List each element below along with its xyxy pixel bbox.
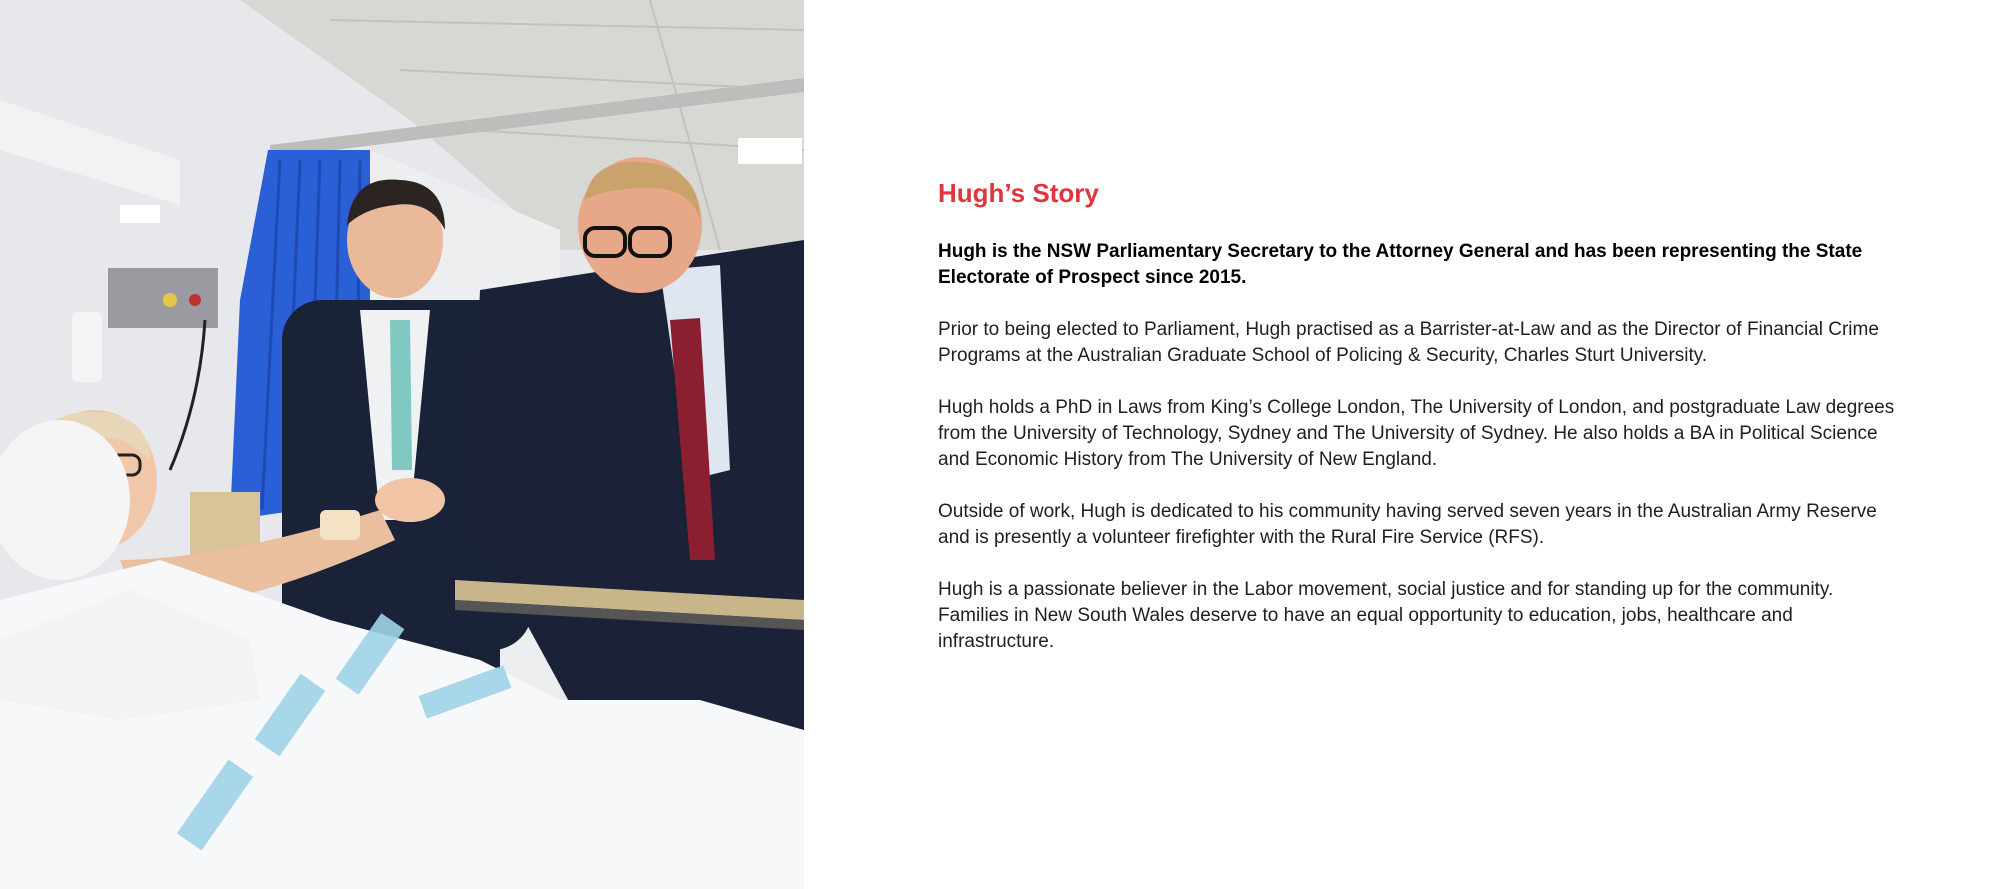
hospital-visit-photo [0,0,804,889]
story-section [804,0,2000,889]
story-lead-paragraph: Hugh is the NSW Parliamentary Secretary to the Attorney General and has been representing the State Electorate of Prospect since 2015. [938,241,1863,289]
story-paragraph-community: Outside of work, Hugh is dedicated to his community having served seven years in the Australian Army Reserve and is presently a volunteer firefighter with the Rural Fire Service (RFS). [938,501,1877,549]
story-paragraph-values: Hugh is a passionate believer in the Labor movement, social justice and for standing up for the community. Families in New South Wales deserve to have an equal opportunity to education, jobs, healthcare and infrastructure. [938,579,1834,653]
story-title: Hugh’s Story [938,178,1099,208]
story-paragraph-career: Prior to being elected to Parliament, Hugh practised as a Barrister-at-Law and as the Director of Financial Crime Programs at the Australian Graduate School of Policing & Security, Charles Sturt University. [938,319,1879,367]
hospital-visit-illustration [0,0,804,889]
story-paragraph-education: Hugh holds a PhD in Laws from King’s College London, The University of London, and postgraduate Law degrees from the University of Technology, Sydney and The University of Sydney. He also holds a BA in Political Science and Economic History from The University of New England. [938,397,1895,471]
